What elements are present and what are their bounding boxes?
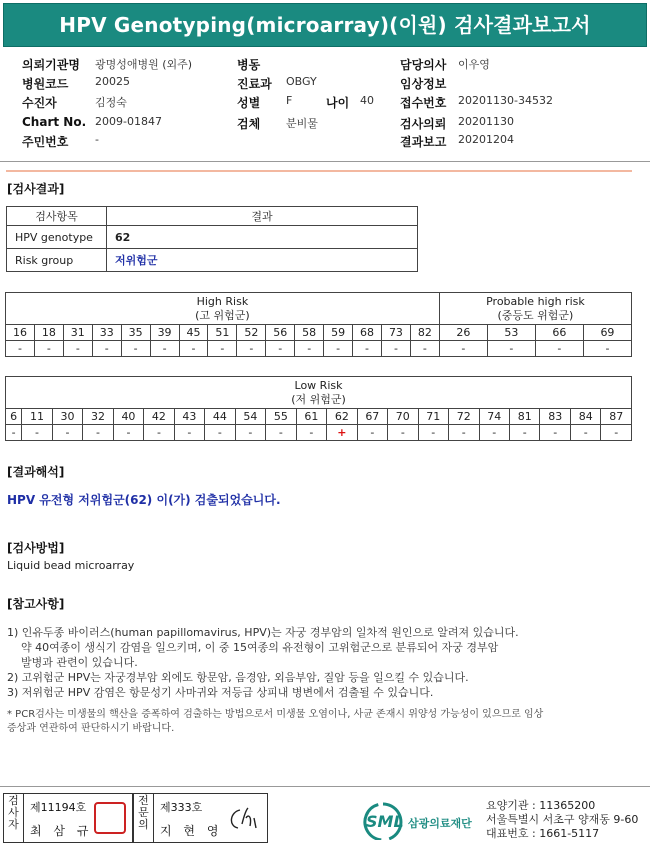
examiner-name: 최 삼 규 xyxy=(30,824,93,838)
risk-group-item: Risk group xyxy=(7,249,107,272)
chart-label: Chart No. xyxy=(22,115,87,129)
genotype-type-cell: 69 xyxy=(583,325,631,341)
result-section-title: [검사결과] xyxy=(7,182,65,196)
receipt-value: 20201130-34532 xyxy=(458,94,553,107)
genotype-type-cell: 54 xyxy=(235,409,265,425)
genotype-type-cell: 18 xyxy=(34,325,63,341)
table-row xyxy=(6,377,632,409)
genotype-type-cell: 81 xyxy=(510,409,540,425)
patient-label: 수진자 xyxy=(22,96,57,110)
high-risk-title: High Risk xyxy=(196,294,249,308)
org-logo xyxy=(362,802,480,840)
genotype-result-cell: - xyxy=(324,341,353,357)
patient-info xyxy=(0,56,650,156)
report-date-value: 20201204 xyxy=(458,133,514,146)
genotype-result-cell: - xyxy=(410,341,439,357)
genotype-type-cell: 59 xyxy=(324,325,353,341)
genotype-type-cell: 35 xyxy=(121,325,150,341)
examiner-label: 검 사 자 xyxy=(4,794,24,842)
genotype-result-cell: + xyxy=(327,425,357,441)
genotype-type-cell: 58 xyxy=(295,325,324,341)
request-label: 검사의뢰 xyxy=(400,117,447,131)
low-risk-title: Low Risk xyxy=(294,378,343,392)
footnote-line: * PCR검사는 미생물의 핵산을 증폭하여 검출하는 방법으로서 미생물 오염이나, 사균 존재시 위양성 가능성이 있으므로 임상 xyxy=(7,709,544,720)
genotype-result-cell: - xyxy=(150,341,179,357)
low-risk-subtitle: (저 위험군) xyxy=(291,392,346,406)
note-line: 3) 저위험군 HPV 감염은 항문성기 사마귀와 저등급 상피내 병변에서 검출될 수 있습니다. xyxy=(7,686,434,699)
genotype-type-cell: 26 xyxy=(439,325,487,341)
institution-info xyxy=(486,799,638,841)
doctor-value: 이우영 xyxy=(458,58,490,71)
table-row xyxy=(7,207,418,226)
genotype-result-cell: - xyxy=(487,341,535,357)
org-name: 삼광의료재단 xyxy=(408,817,472,830)
genotype-result-cell: - xyxy=(540,425,570,441)
id-label: 주민번호 xyxy=(22,135,69,149)
result-table xyxy=(6,206,418,272)
genotype-type-cell: 43 xyxy=(174,409,204,425)
notes-section-title: [참고사항] xyxy=(7,597,65,611)
specialist-license: 제333호 xyxy=(160,801,203,814)
age-label: 나이 xyxy=(326,96,350,110)
specialist-name: 지 현 영 xyxy=(160,824,223,838)
low-risk-results-row xyxy=(6,425,632,441)
genotype-type-cell: 53 xyxy=(487,325,535,341)
genotype-type-cell: 33 xyxy=(92,325,121,341)
genotype-type-cell: 39 xyxy=(150,325,179,341)
note-line: 1) 인유두종 바이러스(human papillomavirus, HPV)는 자궁 경부암의 일차적 원인으로 알려져 있습니다. xyxy=(7,626,519,639)
genotype-type-cell: 11 xyxy=(22,409,52,425)
genotype-item: HPV genotype xyxy=(7,226,107,249)
genotype-result-cell: - xyxy=(570,425,600,441)
genotype-type-cell: 31 xyxy=(63,325,92,341)
genotype-result-cell: - xyxy=(22,425,52,441)
genotype-type-cell: 40 xyxy=(113,409,143,425)
id-value: - xyxy=(95,133,99,146)
institution-label: 의뢰기관명 xyxy=(22,58,80,72)
logo-text: SML xyxy=(366,812,404,831)
genotype-result-cell: - xyxy=(121,341,150,357)
genotype-type-cell: 44 xyxy=(205,409,235,425)
ward-label: 병동 xyxy=(237,58,261,72)
examiner-seal-icon xyxy=(94,802,126,834)
institution-value: 광명성애병원 (외주) xyxy=(95,58,193,71)
genotype-type-cell: 71 xyxy=(418,409,448,425)
genotype-result-cell: - xyxy=(418,425,448,441)
chart-value: 2009-01847 xyxy=(95,115,162,128)
method-text: Liquid bead microarray xyxy=(7,559,135,572)
col-result-header: 결과 xyxy=(106,207,417,226)
age-value: 40 xyxy=(360,94,374,107)
genotype-type-cell: 67 xyxy=(357,409,387,425)
genotype-result-cell: - xyxy=(295,341,324,357)
inst-address: 서울특별시 서초구 양재동 9-60 xyxy=(486,813,639,826)
footnote-line: 증상과 연관하여 판단하시기 바랍니다. xyxy=(7,723,175,734)
footer-divider xyxy=(0,786,650,787)
genotype-type-cell: 82 xyxy=(410,325,439,341)
note-line: 발병과 관련이 있습니다. xyxy=(21,656,138,669)
inst-code: 요양기관 : 11365200 xyxy=(486,799,596,812)
genotype-result-cell: - xyxy=(92,341,121,357)
high-risk-subtitle: (고 위험군) xyxy=(195,308,250,322)
genotype-result-cell: - xyxy=(34,341,63,357)
specialist-label: 전 문 의 xyxy=(134,794,154,842)
signature-footer xyxy=(3,793,273,845)
hospital-code-label: 병원코드 xyxy=(22,77,69,91)
genotype-result-cell: - xyxy=(144,425,174,441)
note-line: 약 40여종이 생식기 감염을 일으키며, 이 중 15여종의 유전형이 고위험군으로 분류되어 자궁 경부암 xyxy=(21,641,499,654)
genotype-result-cell: - xyxy=(179,341,208,357)
inst-phone: 대표번호 : 1661-5117 xyxy=(486,827,600,840)
specimen-label: 검체 xyxy=(237,117,261,131)
report-title: HPV Genotyping(microarray)(이원) 검사결과보고서 xyxy=(3,3,647,47)
receipt-label: 접수번호 xyxy=(400,96,447,110)
dept-label: 진료과 xyxy=(237,77,272,91)
notes-block xyxy=(7,625,643,736)
genotype-result-cell: - xyxy=(208,341,237,357)
low-risk-table xyxy=(5,376,632,441)
genotype-result-cell: - xyxy=(535,341,583,357)
info-divider xyxy=(0,161,650,162)
genotype-type-cell: 74 xyxy=(479,409,509,425)
genotype-type-cell: 45 xyxy=(179,325,208,341)
genotype-result-cell: - xyxy=(357,425,387,441)
high-risk-table xyxy=(5,292,632,357)
genotype-result-cell: - xyxy=(381,341,410,357)
genotype-result-cell: - xyxy=(353,341,382,357)
specialist-box xyxy=(133,793,268,843)
genotype-type-cell: 30 xyxy=(52,409,82,425)
note-line: 2) 고위험군 HPV는 자궁경부암 외에도 항문암, 음경암, 외음부암, 질암 등을 일으킬 수 있습니다. xyxy=(7,671,469,684)
interpretation-text: HPV 유전형 저위험군(62) 이(가) 검출되었습니다. xyxy=(7,493,281,507)
genotype-type-cell: 62 xyxy=(327,409,357,425)
genotype-result-cell: - xyxy=(296,425,326,441)
table-row xyxy=(7,249,418,272)
sex-value: F xyxy=(286,94,293,107)
high-risk-types-row xyxy=(6,325,632,341)
examiner-box xyxy=(3,793,133,843)
report-date-label: 결과보고 xyxy=(400,135,447,149)
examiner-license: 제11194호 xyxy=(30,801,87,814)
high-risk-header xyxy=(6,293,440,325)
genotype-result-cell: - xyxy=(235,425,265,441)
request-value: 20201130 xyxy=(458,115,514,128)
genotype-result-cell: - xyxy=(439,341,487,357)
genotype-result-cell: - xyxy=(205,425,235,441)
genotype-type-cell: 73 xyxy=(381,325,410,341)
high-risk-results-row xyxy=(6,341,632,357)
patient-value: 김정숙 xyxy=(95,96,127,109)
genotype-result-cell: - xyxy=(83,425,113,441)
genotype-result-cell: - xyxy=(174,425,204,441)
low-risk-header xyxy=(6,377,632,409)
genotype-result-cell: - xyxy=(479,425,509,441)
risk-group-value: 저위험군 xyxy=(106,249,417,272)
interpretation-section-title: [결과해석] xyxy=(7,465,65,479)
genotype-type-cell: 68 xyxy=(353,325,382,341)
genotype-result-cell: - xyxy=(237,341,266,357)
genotype-result-cell: - xyxy=(52,425,82,441)
genotype-type-cell: 6 xyxy=(6,409,22,425)
genotype-result-cell: - xyxy=(63,341,92,357)
dept-value: OBGY xyxy=(286,75,317,88)
probable-subtitle: (중등도 위험군) xyxy=(497,308,574,322)
genotype-type-cell: 83 xyxy=(540,409,570,425)
genotype-result-cell: - xyxy=(266,425,296,441)
genotype-result-cell: - xyxy=(6,341,35,357)
hospital-code-value: 20025 xyxy=(95,75,130,88)
genotype-type-cell: 84 xyxy=(570,409,600,425)
genotype-type-cell: 32 xyxy=(83,409,113,425)
genotype-type-cell: 72 xyxy=(449,409,479,425)
table-row xyxy=(6,293,632,325)
signature-icon xyxy=(226,804,262,834)
genotype-type-cell: 52 xyxy=(237,325,266,341)
method-section-title: [검사방법] xyxy=(7,541,65,555)
genotype-type-cell: 56 xyxy=(266,325,295,341)
specimen-value: 분비물 xyxy=(286,117,318,130)
genotype-value: 62 xyxy=(106,226,417,249)
genotype-result-cell: - xyxy=(388,425,418,441)
genotype-type-cell: 16 xyxy=(6,325,35,341)
clinical-label: 임상정보 xyxy=(400,77,447,91)
genotype-type-cell: 66 xyxy=(535,325,583,341)
sex-label: 성별 xyxy=(237,96,261,110)
doctor-label: 담당의사 xyxy=(400,58,447,72)
genotype-type-cell: 70 xyxy=(388,409,418,425)
genotype-type-cell: 51 xyxy=(208,325,237,341)
low-risk-types-row xyxy=(6,409,632,425)
col-item-header: 검사항목 xyxy=(7,207,107,226)
genotype-type-cell: 55 xyxy=(266,409,296,425)
table-row xyxy=(7,226,418,249)
genotype-result-cell: - xyxy=(510,425,540,441)
section-divider xyxy=(6,170,632,172)
probable-high-risk-header xyxy=(439,293,631,325)
genotype-result-cell: - xyxy=(449,425,479,441)
genotype-result-cell: - xyxy=(583,341,631,357)
genotype-result-cell: - xyxy=(6,425,22,441)
genotype-result-cell: - xyxy=(113,425,143,441)
genotype-type-cell: 61 xyxy=(296,409,326,425)
genotype-result-cell: - xyxy=(601,425,632,441)
genotype-type-cell: 87 xyxy=(601,409,632,425)
probable-title: Probable high risk xyxy=(486,294,585,308)
genotype-type-cell: 42 xyxy=(144,409,174,425)
genotype-result-cell: - xyxy=(266,341,295,357)
